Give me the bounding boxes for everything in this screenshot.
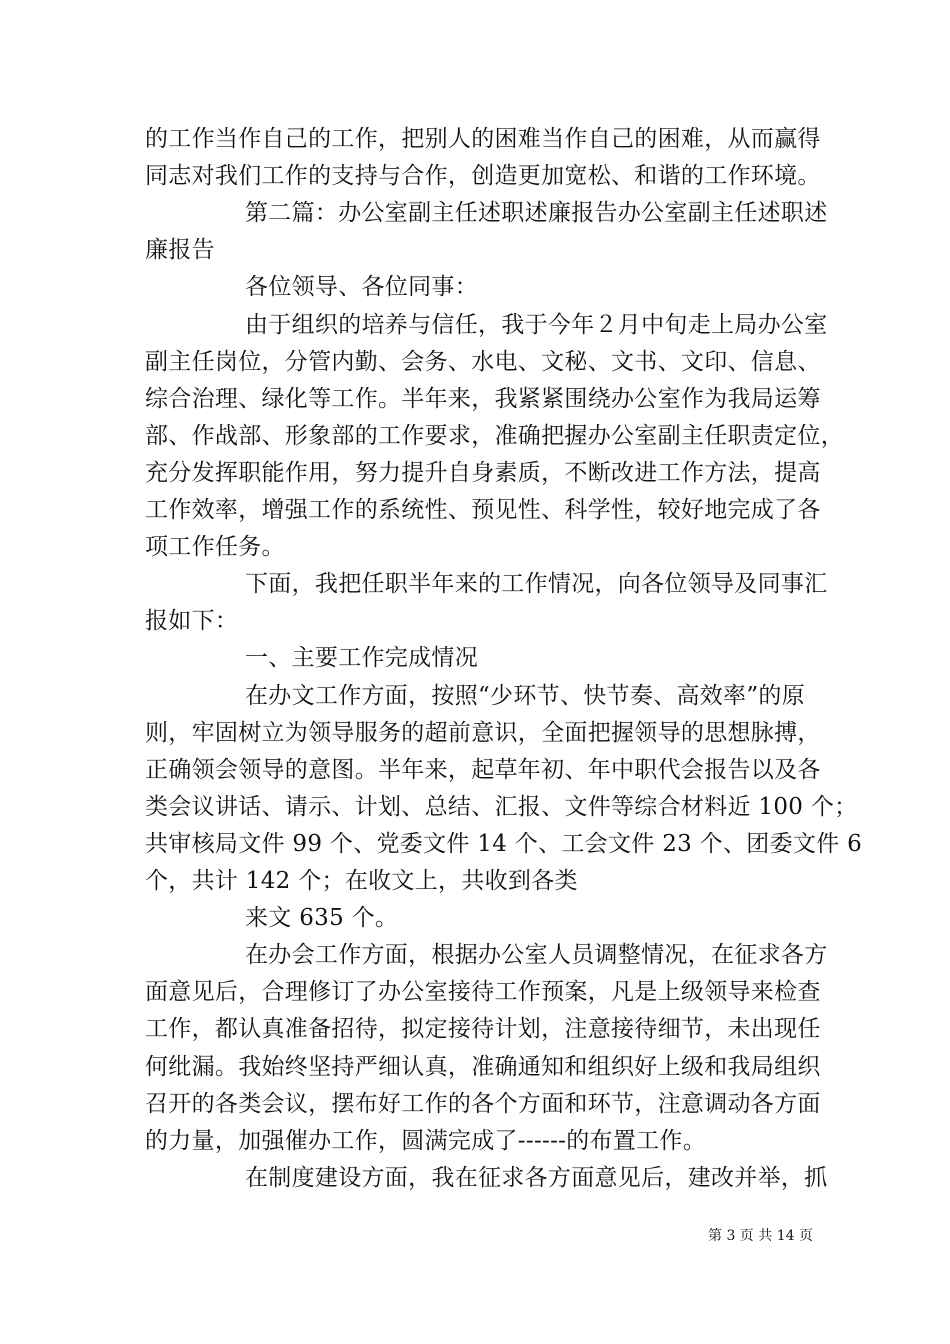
paragraph-first-line: 第二篇：办公室副主任述职述廉报告办公室副主任述职述: [245, 200, 828, 227]
text-line: 正确领会领导的意图。半年来，起草年初、年中职代会报告以及各: [145, 756, 821, 783]
paragraph-first-line: 一、主要工作完成情况: [245, 645, 478, 672]
text-line: 何纰漏。我始终坚持严细认真，准确通知和组织好上级和我局组织: [145, 1053, 821, 1080]
text-line: 类会议讲话、请示、计划、总结、汇报、文件等综合材料近 100 个；: [145, 793, 858, 820]
text-line: 召开的各类会议，摆布好工作的各个方面和环节，注意调动各方面: [145, 1090, 821, 1117]
text-line: 面意见后，合理修订了办公室接待工作预案，凡是上级领导来检查: [145, 979, 821, 1006]
text-line: 项工作任务。: [145, 534, 285, 561]
text-line: 同志对我们工作的支持与合作，创造更加宽松、和谐的工作环境。: [145, 163, 821, 190]
text-line: 工作效率，增强工作的系统性、预见性、科学性，较好地完成了各: [145, 497, 821, 523]
paragraph-first-line: 在办文工作方面，按照“少环节、快节奏、高效率”的原: [245, 682, 806, 709]
paragraph-first-line: 来文 635 个。: [245, 905, 399, 932]
text-line: 共审核局文件 99 个、党委文件 14 个、工会文件 23 个、团委文件 6: [145, 830, 863, 857]
text-line: 工作，都认真准备招待，拟定接待计划，注意接待细节，未出现任: [145, 1016, 821, 1043]
page-footer: 第 3 页 共 14 页: [708, 1228, 813, 1244]
text-line: 廉报告: [145, 237, 215, 264]
text-line: 副主任岗位，分管内勤、会务、水电、文秘、文书、文印、信息、: [145, 348, 821, 375]
text-line: 的力量，加强催办工作，圆满完成了------的布置工作。: [145, 1127, 707, 1154]
paragraph-first-line: 下面，我把任职半年来的工作情况，向各位领导及同事汇: [245, 571, 828, 598]
text-line: 个，共计 142 个；在收文上，共收到各类: [145, 868, 578, 894]
text-line: 综合治理、绿化等工作。半年来，我紧紧围绕办公室作为我局运筹: [145, 385, 821, 412]
text-line: 则，牢固树立为领导服务的超前意识，全面把握领导的思想脉搏，: [145, 719, 821, 746]
paragraph-first-line: 由于组织的培养与信任，我于今年２月中旬走上局办公室: [245, 311, 828, 338]
paragraph-first-line: 在办会工作方面，根据办公室人员调整情况，在征求各方: [245, 942, 828, 969]
paragraph-first-line: 各位领导、各位同事：: [245, 274, 478, 301]
text-line: 的工作当作自己的工作，把别人的困难当作自己的困难，从而赢得: [145, 126, 821, 152]
text-line: 报如下：: [145, 608, 239, 635]
text-line: 部、作战部、形象部的工作要求，准确把握办公室副主任职责定位，: [145, 422, 844, 449]
paragraph-first-line: 在制度建设方面，我在征求各方面意见后，建改并举，抓: [245, 1164, 828, 1191]
text-line: 充分发挥职能作用，努力提升自身素质，不断改进工作方法，提高: [145, 459, 821, 486]
